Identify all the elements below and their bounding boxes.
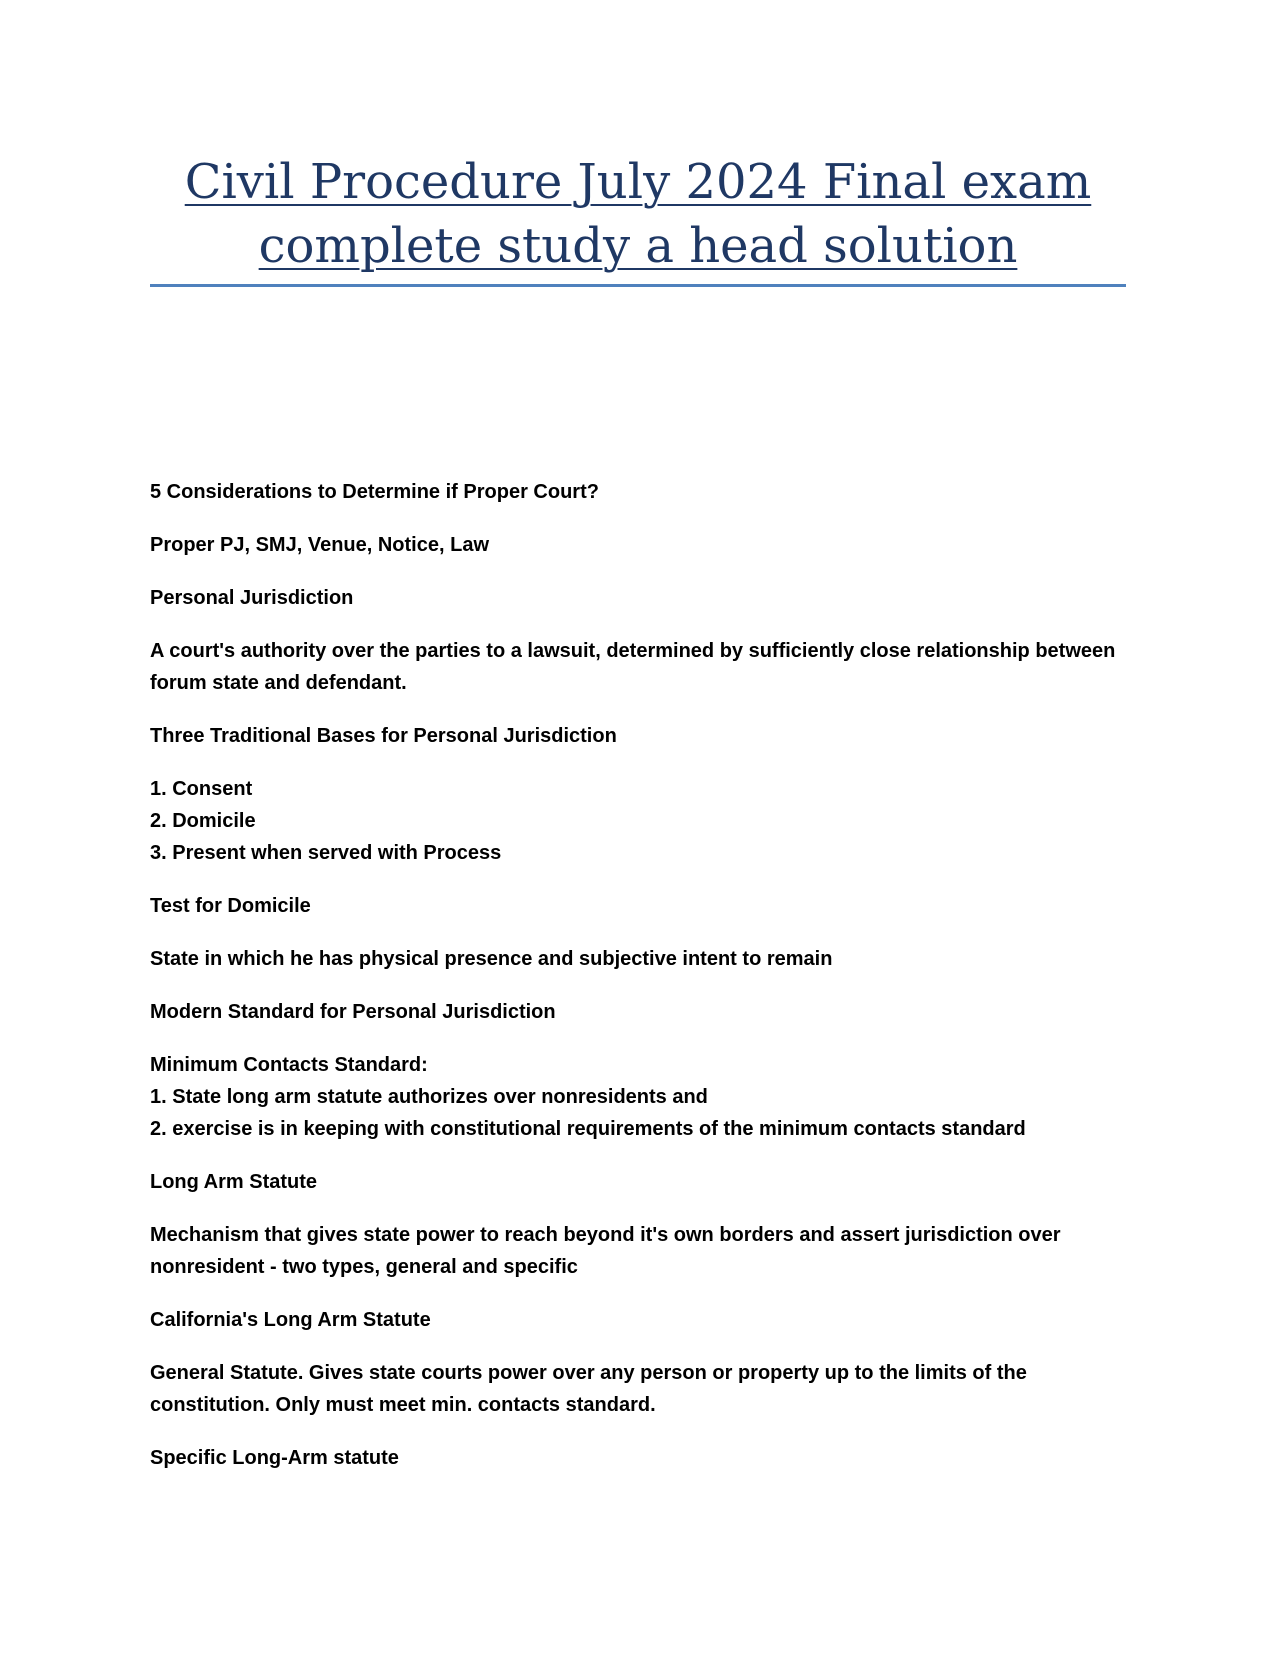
paragraph	[150, 943, 1130, 975]
paragraph-line: 1. State long arm statute authorizes over nonresidents and	[150, 1086, 708, 1108]
paragraph	[150, 890, 1130, 922]
paragraph-line: California's Long Arm Statute	[150, 1309, 431, 1331]
paragraph	[150, 996, 1130, 1028]
paragraph-line: 2. Domicile	[150, 810, 256, 832]
paragraph-line: Specific Long-Arm statute	[150, 1447, 399, 1469]
paragraph-line: General Statute. Gives state courts power over any person or property up to the limits of the	[150, 1362, 1027, 1384]
paragraph-line: Long Arm Statute	[150, 1171, 318, 1193]
title-line-1: Civil Procedure July 2024 Final exam	[184, 154, 1092, 210]
paragraph	[150, 720, 1130, 752]
paragraph-line: 1. Consent	[150, 778, 253, 800]
title-line-2: complete study a head solution	[258, 218, 1018, 274]
paragraph	[150, 1219, 1130, 1283]
paragraph-line: Minimum Contacts Standard:	[150, 1054, 428, 1076]
paragraph-line: 2. exercise is in keeping with constitutional requirements of the minimum contacts standard	[150, 1118, 1026, 1140]
paragraph	[150, 1166, 1130, 1198]
paragraph	[150, 773, 1130, 869]
document-body	[150, 476, 1130, 1495]
paragraph	[150, 1049, 1130, 1145]
paragraph	[150, 1442, 1130, 1474]
paragraph-line: constitution. Only must meet min. contacts standard.	[150, 1394, 656, 1416]
paragraph-line: 3. Present when served with Process	[150, 842, 502, 864]
title-underline-rule	[150, 284, 1126, 287]
paragraph	[150, 1304, 1130, 1336]
paragraph-line: Test for Domicile	[150, 895, 311, 917]
paragraph	[150, 582, 1130, 614]
paragraph-line: Modern Standard for Personal Jurisdiction	[150, 1001, 556, 1023]
paragraph-line: Proper PJ, SMJ, Venue, Notice, Law	[150, 534, 489, 556]
paragraph-line: Mechanism that gives state power to reach beyond it's own borders and assert jurisdiction over	[150, 1224, 1061, 1246]
paragraph	[150, 476, 1130, 508]
paragraph-line: forum state and defendant.	[150, 672, 407, 694]
document-title	[150, 150, 1126, 278]
paragraph-line: nonresident - two types, general and specific	[150, 1256, 578, 1278]
paragraph	[150, 1357, 1130, 1421]
paragraph	[150, 635, 1130, 699]
paragraph-line: Three Traditional Bases for Personal Jurisdiction	[150, 725, 617, 747]
paragraph-line: State in which he has physical presence and subjective intent to remain	[150, 948, 833, 970]
paragraph-line: A court's authority over the parties to a lawsuit, determined by sufficiently close relationship between	[150, 640, 1116, 662]
paragraph	[150, 529, 1130, 561]
paragraph-line: Personal Jurisdiction	[150, 587, 354, 609]
paragraph-line: 5 Considerations to Determine if Proper Court?	[150, 481, 599, 503]
